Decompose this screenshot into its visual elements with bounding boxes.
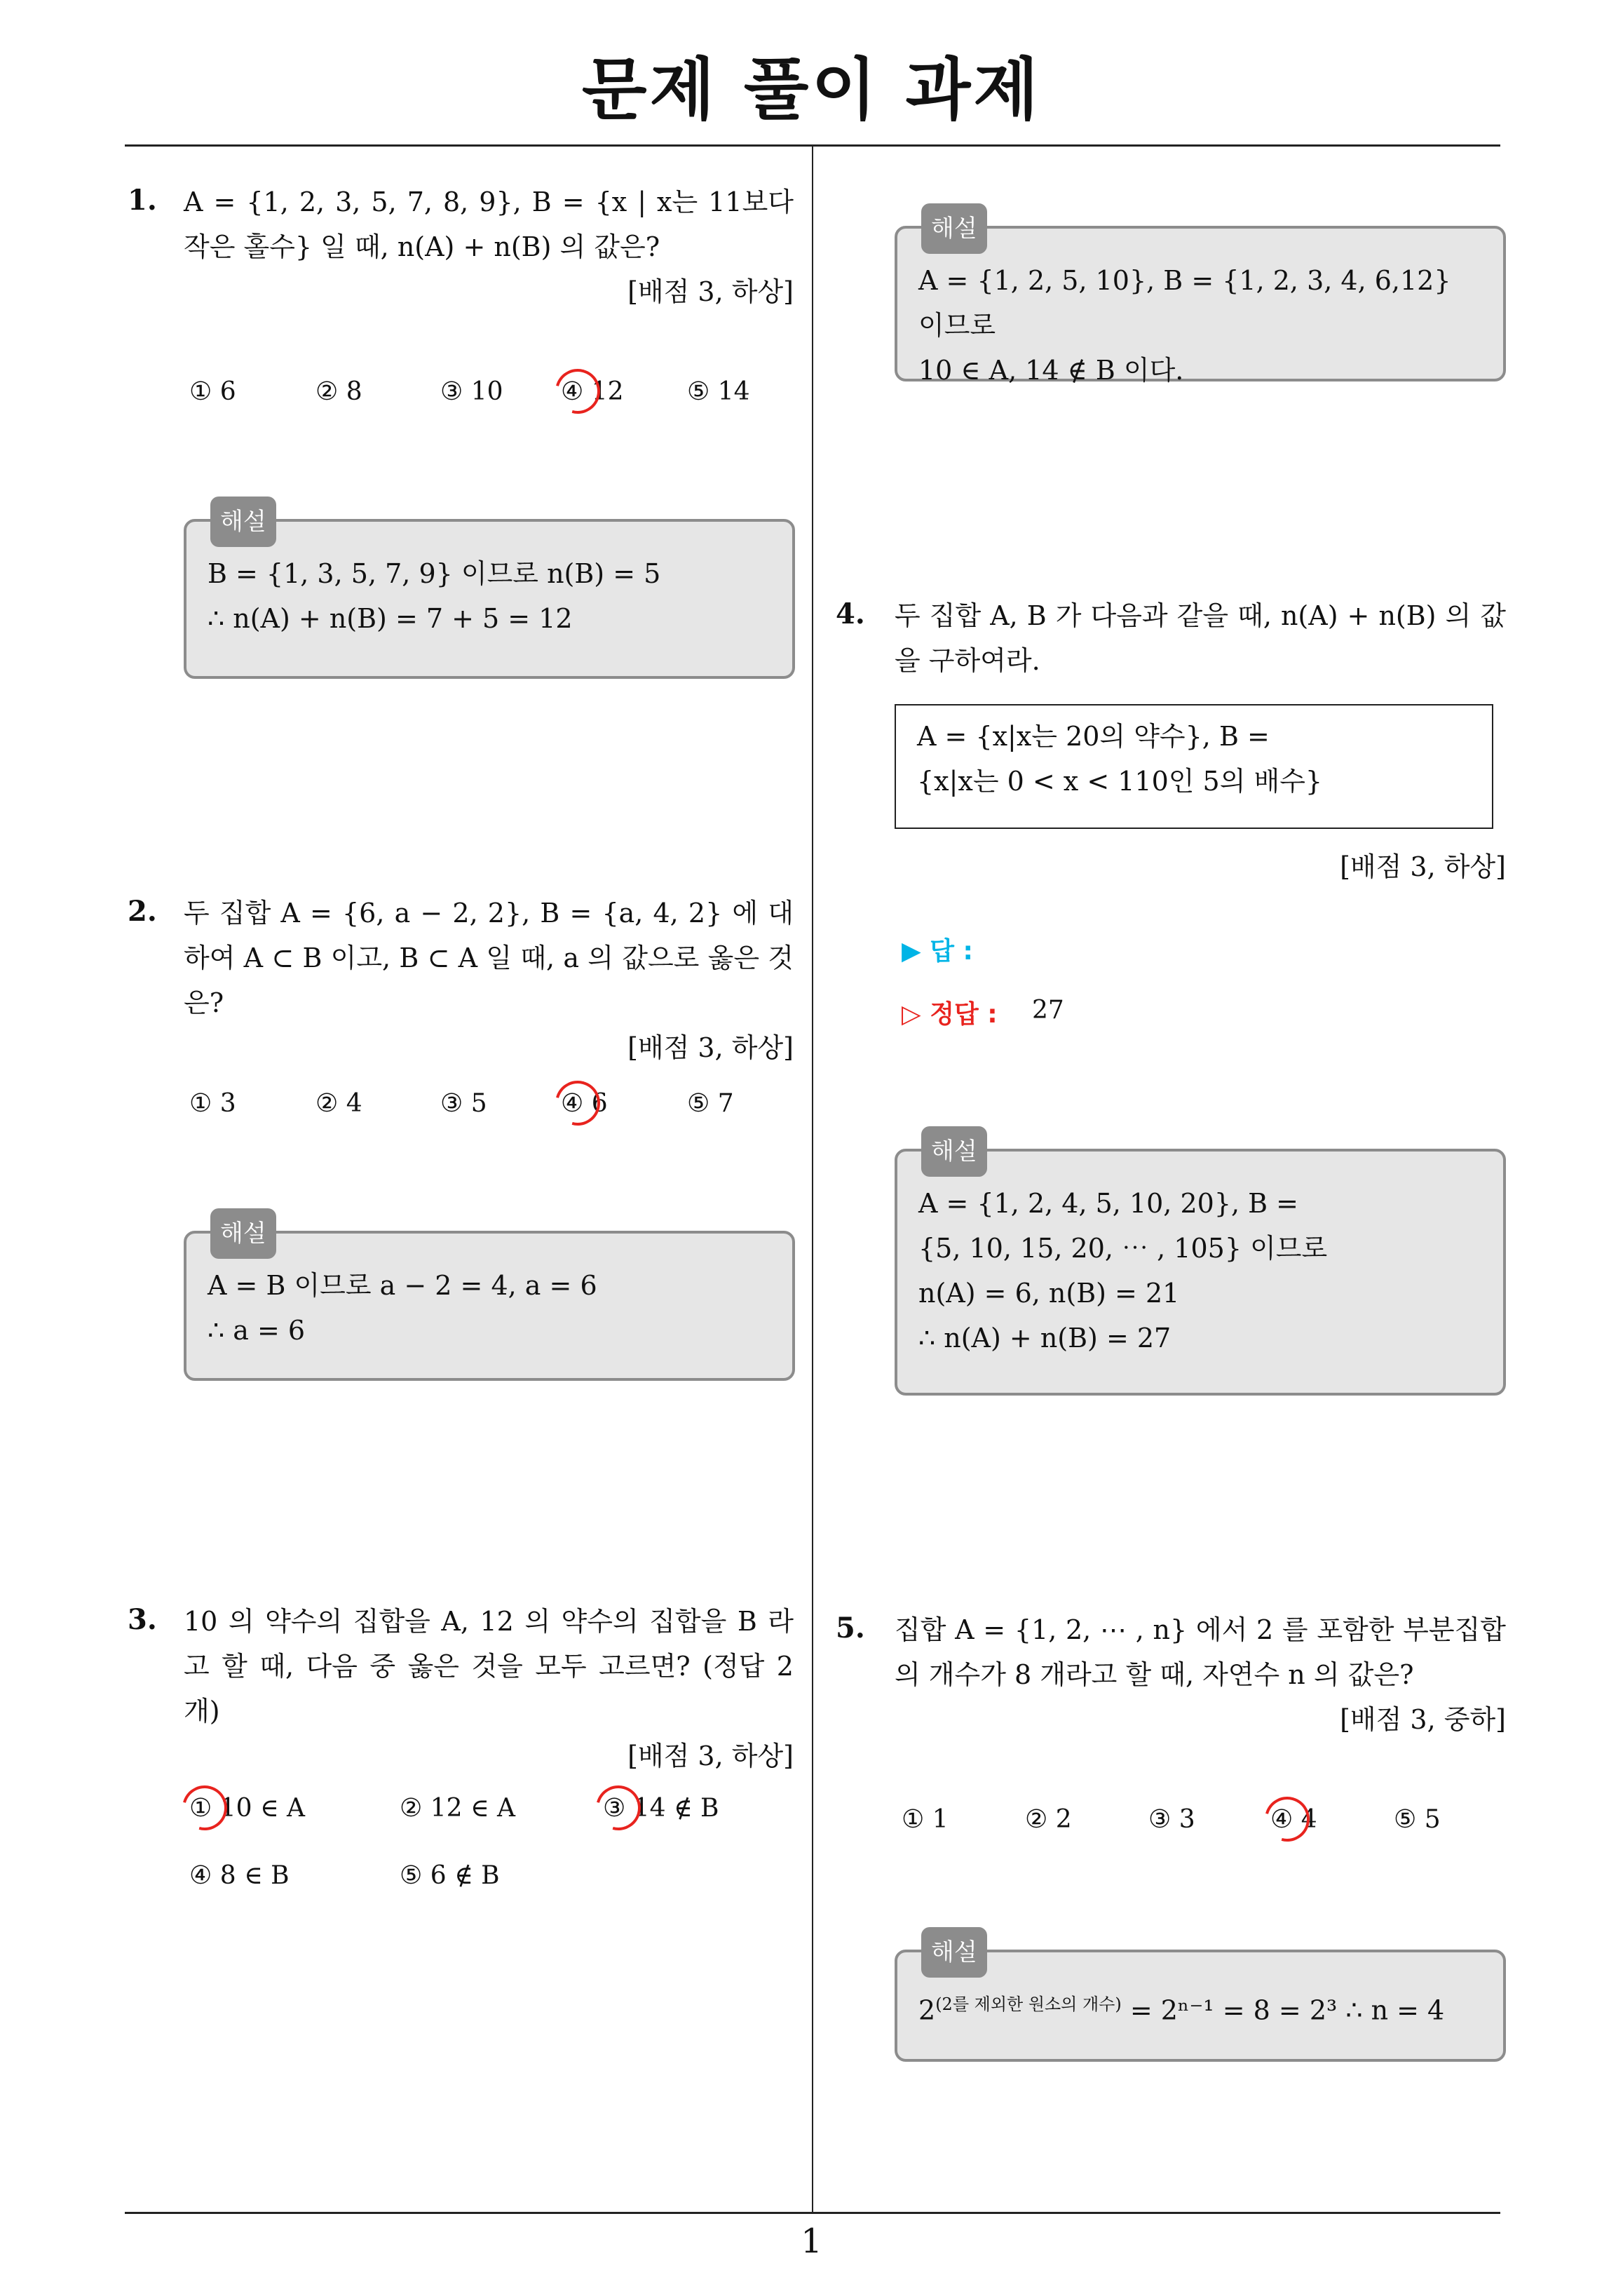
points-label: [배점 3, 중하]	[1340, 1704, 1506, 1735]
solution-line: n(A) = 6, n(B) = 21	[918, 1278, 1180, 1309]
solution-box-q2	[184, 1220, 795, 1381]
condition-line: A = {x|x는 20의 약수}, B =	[917, 721, 1270, 752]
points-label: [배점 3, 하상]	[627, 276, 794, 307]
choice-2[interactable]: ② 2	[1025, 1805, 1072, 1834]
solution-tag: 해설	[921, 203, 987, 254]
question-5	[895, 1607, 1506, 1742]
solution-line: A = {1, 2, 4, 5, 10, 20}, B =	[918, 1188, 1299, 1219]
choice-2[interactable]: ② 4	[315, 1089, 362, 1118]
question-3	[184, 1599, 794, 1778]
choice-5[interactable]: ⑤ 6 ∉ B	[400, 1861, 500, 1890]
choice-4[interactable]: ④ 12	[561, 377, 624, 406]
choice-2[interactable]: ② 12 ∈ A	[400, 1794, 516, 1823]
question-number: 2.	[128, 895, 157, 928]
choice-1[interactable]: ① 10 ∈ A	[189, 1794, 306, 1823]
solution-tag: 해설	[921, 1126, 987, 1177]
solution-box-q5	[895, 1938, 1506, 2062]
question-text: A = {1, 2, 3, 5, 7, 8, 9}, B = {x | x는 11보다 작은 홀수} 일 때, n(A) + n(B) 의 값은?	[184, 187, 794, 262]
solution-line: 10 ∈ A, 14 ∉ B 이다.	[918, 355, 1184, 386]
question-4	[895, 593, 1506, 683]
question-text: 두 집합 A, B 가 다음과 같을 때, n(A) + n(B) 의 값을 구하여라.	[895, 600, 1506, 676]
points-label: [배점 3, 하상]	[627, 1032, 794, 1063]
condition-line: {x|x는 0 < x < 110인 5의 배수}	[917, 766, 1323, 797]
question-number: 1.	[128, 184, 157, 217]
footer-rule	[125, 2212, 1500, 2214]
solution-tag: 해설	[210, 1208, 276, 1259]
choice-5[interactable]: ⑤ 14	[687, 377, 750, 406]
answer-mark-circle	[1256, 1788, 1317, 1849]
choice-1[interactable]: ① 1	[902, 1805, 949, 1834]
choice-4[interactable]: ④ 8 ∈ B	[189, 1861, 290, 1890]
solution-tag: 해설	[921, 1927, 987, 1978]
solution-superscript: (2를 제외한 원소의 개수)	[935, 1994, 1122, 2014]
correct-answer-label: ▷ 정답 :	[902, 1000, 998, 1029]
solution-base: 2	[918, 1994, 936, 2026]
choice-1[interactable]: ① 6	[189, 377, 236, 406]
solution-rest: = 2ⁿ⁻¹ = 8 = 2³ ∴ n = 4	[1129, 1994, 1445, 2026]
answer-mark-circle	[547, 360, 608, 421]
solution-box-q4	[895, 1137, 1506, 1396]
solution-line: B = {1, 3, 5, 7, 9} 이므로 n(B) = 5	[208, 558, 661, 589]
solution-box-q1	[184, 508, 795, 679]
choice-5[interactable]: ⑤ 7	[687, 1089, 734, 1118]
solution-line: ∴ n(A) + n(B) = 7 + 5 = 12	[208, 603, 573, 634]
question-number: 3.	[128, 1603, 157, 1636]
answer-input-label[interactable]: ▶ 답 :	[902, 937, 973, 966]
choice-3[interactable]: ③ 3	[1148, 1805, 1195, 1834]
choice-5[interactable]: ⑤ 5	[1394, 1805, 1441, 1834]
question-1	[184, 180, 794, 314]
choice-3[interactable]: ③ 14 ∉ B	[603, 1794, 719, 1823]
question-number: 4.	[836, 597, 865, 630]
question-text: 집합 A = {1, 2, ⋯ , n} 에서 2 를 포함한 부분집합의 개수가 8 개라고 할 때, 자연수 n 의 값은?	[895, 1614, 1506, 1690]
choice-2[interactable]: ② 8	[315, 377, 362, 406]
choice-4[interactable]: ④ 4	[1270, 1805, 1317, 1834]
solution-line: A = B 이므로 a − 2 = 4, a = 6	[208, 1270, 597, 1301]
choice-4[interactable]: ④ 6	[561, 1089, 608, 1118]
choice-3[interactable]: ③ 5	[440, 1089, 487, 1118]
solution-line: ∴ a = 6	[208, 1315, 306, 1346]
choice-3[interactable]: ③ 10	[440, 377, 503, 406]
choice-1[interactable]: ① 3	[189, 1089, 236, 1118]
answer-mark-circle	[588, 1777, 648, 1838]
solution-box-q3	[895, 215, 1506, 386]
solution-line: {5, 10, 15, 20, ⋯ , 105} 이므로	[918, 1233, 1328, 1264]
correct-answer-value: 27	[1032, 996, 1064, 1025]
solution-line	[918, 1982, 1482, 2033]
points-label: [배점 3, 하상]	[1340, 851, 1506, 882]
condition-box	[895, 704, 1493, 829]
solution-line: ∴ n(A) + n(B) = 27	[918, 1323, 1172, 1353]
question-number: 5.	[836, 1612, 865, 1645]
solution-tag: 해설	[210, 497, 276, 547]
solution-line: A = {1, 2, 5, 10}, B = {1, 2, 3, 4, 6,12} 이므로	[918, 265, 1451, 341]
page-number: 1	[801, 2222, 822, 2261]
answer-mark-circle	[547, 1072, 608, 1133]
page-title: 문제 풀이 과제	[581, 50, 1042, 129]
column-divider	[812, 146, 813, 2213]
question-text: 두 집합 A = {6, a − 2, 2}, B = {a, 4, 2} 에 대하여 A ⊂ B 이고, B ⊂ A 일 때, a 의 값으로 옳은 것은?	[184, 898, 794, 1018]
answer-mark-circle	[174, 1777, 235, 1838]
question-2	[184, 891, 794, 1070]
question-text: 10 의 약수의 집합을 A, 12 의 약수의 집합을 B 라고 할 때, 다음 중 옳은 것을 모두 고르면? (정답 2 개)	[184, 1606, 794, 1727]
points-label: [배점 3, 하상]	[627, 1741, 794, 1771]
